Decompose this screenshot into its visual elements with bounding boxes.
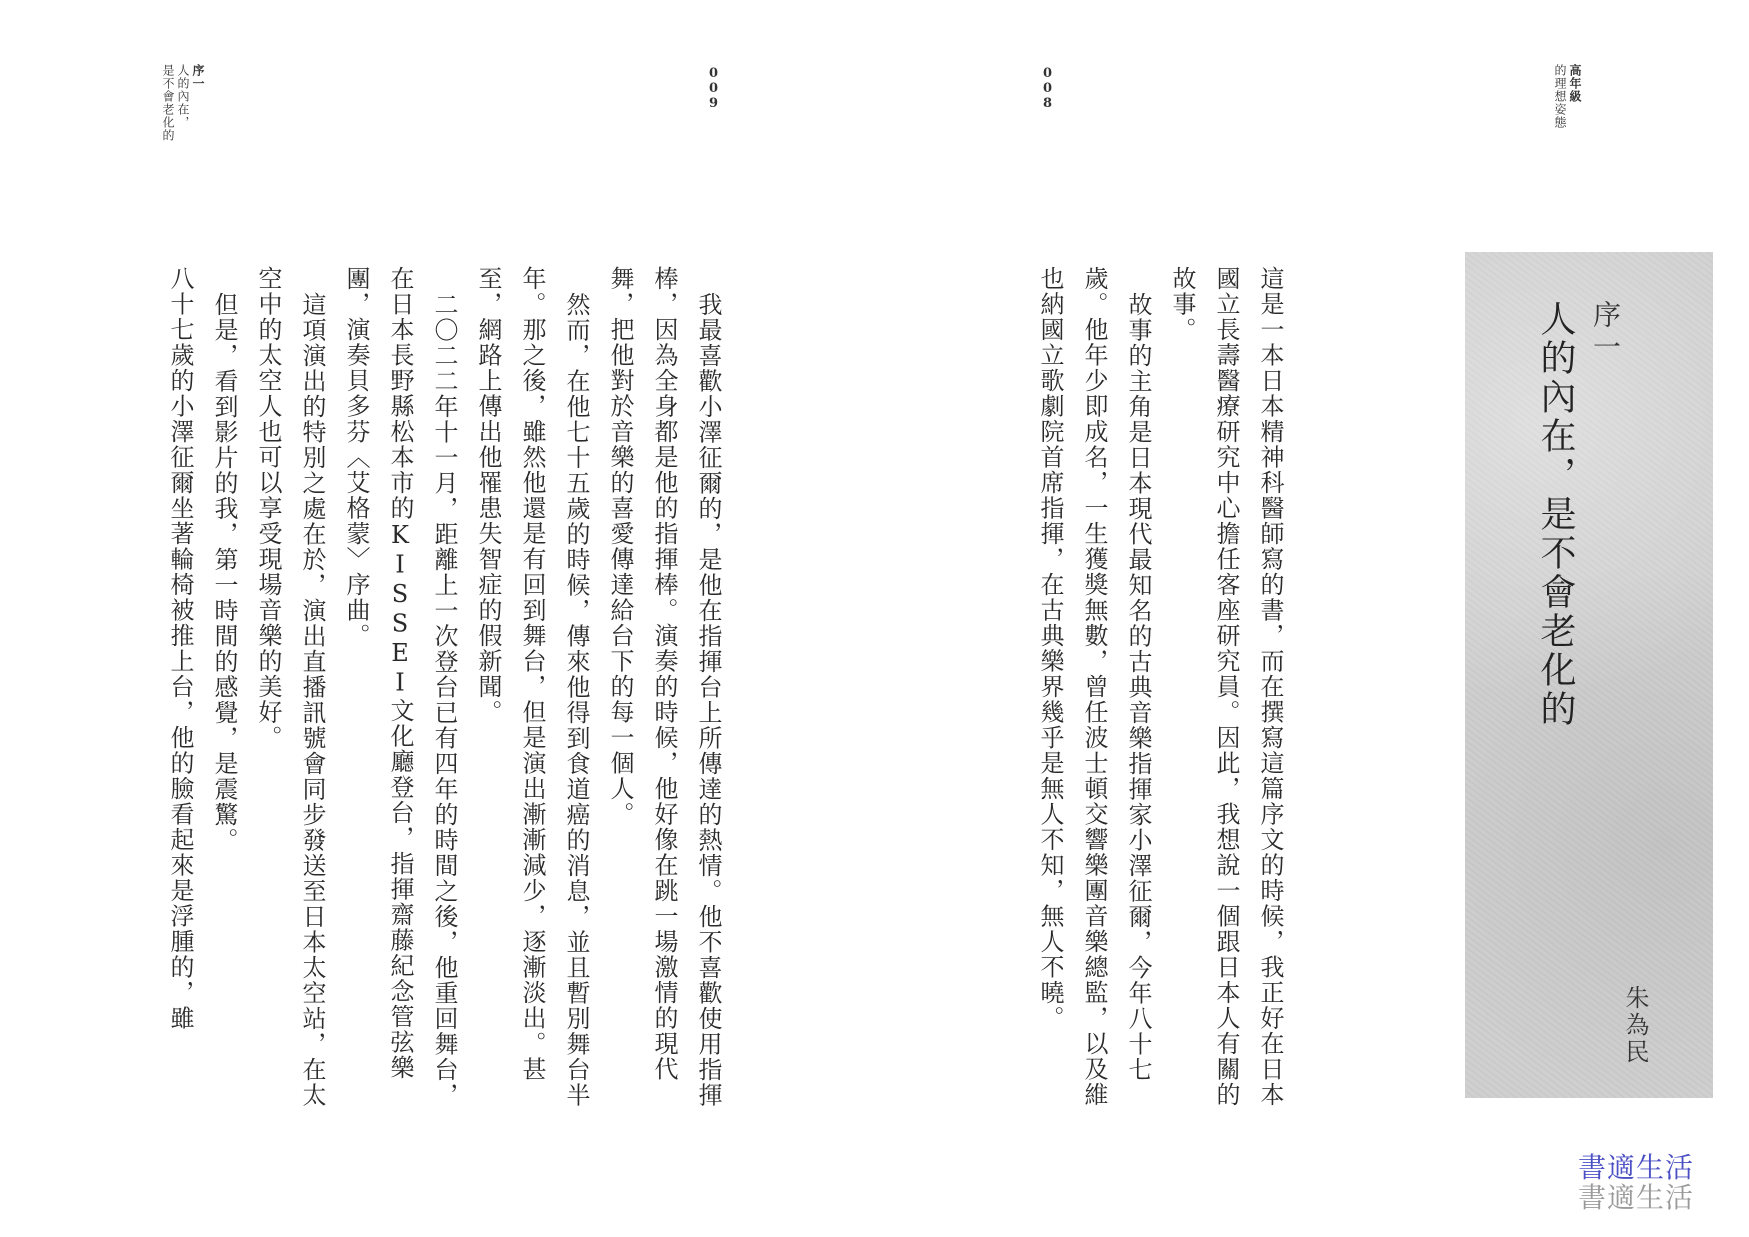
author-name: 朱為民: [1621, 985, 1649, 1066]
page-number-left: 009: [706, 66, 721, 111]
preface-label: 序一: [1589, 300, 1622, 364]
left-paragraph: 但是，看到影片的我，第一時間的感覺，是震驚。: [210, 292, 238, 854]
left-header-line2: 是不會老化的: [161, 64, 175, 142]
watermark-line2: 書適生活: [1578, 1181, 1695, 1214]
right-header-title: 高年級: [1568, 64, 1582, 103]
right-page-body: [1032, 266, 1292, 1116]
left-paragraph: 這項演出的特別之處在於，演出直播訊號會同步發送至日本太空站，在太空中的太空人也可以享受現場音樂的美好。: [254, 266, 326, 1109]
title-panel: [1465, 252, 1713, 1098]
left-paragraph: 二〇二二年十一月，距離上一次登台已有四年的時間之後，他重回舞台，在日本長野縣松本市的KISSEI文化廳登台，指揮齋藤紀念管弦樂團，演奏貝多芬〈艾格蒙〉序曲。: [342, 266, 458, 1109]
left-page-body: [160, 266, 730, 1116]
right-running-header: [1552, 64, 1582, 129]
chapter-title: 人的內在，是不會老化的: [1535, 300, 1576, 729]
right-paragraph: 這是一本日本精神科醫師寫的書，而在撰寫這篇序文的時候，我正好在日本國立長壽醫療研究中心擔任客座研究員。因此，我想說一個跟日本人有關的故事。: [1168, 266, 1284, 1108]
left-paragraph: 我最喜歡小澤征爾的，是他在指揮台上所傳達的熱情。他不喜歡使用指揮棒，因為全身都是他的指揮棒。演奏的時候，他好像在跳一場激情的現代舞，把他對於音樂的喜愛傳達給台下的每一個人。: [606, 266, 722, 1109]
right-paragraph: 故事的主角是日本現代最知名的古典音樂指揮家小澤征爾，今年八十七歲。他年少即成名，一生獲獎無數，曾任波士頓交響樂團音樂總監，以及維也納國立歌劇院首席指揮，在古典樂界幾乎是無人不知，無人不曉。: [1036, 266, 1152, 1108]
watermark-logo: [1578, 1153, 1694, 1213]
right-header-subtitle: 的理想姿態: [1553, 64, 1567, 129]
page-number-right: 008: [1040, 66, 1055, 111]
left-paragraph: 八十七歲的小澤征爾坐著輪椅被推上台，他的臉看起來是浮腫的，雖: [166, 266, 194, 1031]
left-paragraph: 然而，在他七十五歲的時候，傳來他得到食道癌的消息，並且暫別舞台半年。那之後，雖然他還是有回到舞台，但是演出漸漸減少，逐漸淡出。甚至，網路上傳出他罹患失智症的假新聞。: [474, 266, 590, 1109]
watermark-line1: 書適生活: [1578, 1151, 1695, 1184]
left-running-header: [160, 64, 205, 142]
left-header-title: 序一: [191, 64, 205, 90]
left-header-line1: 人的內在，: [176, 64, 190, 129]
